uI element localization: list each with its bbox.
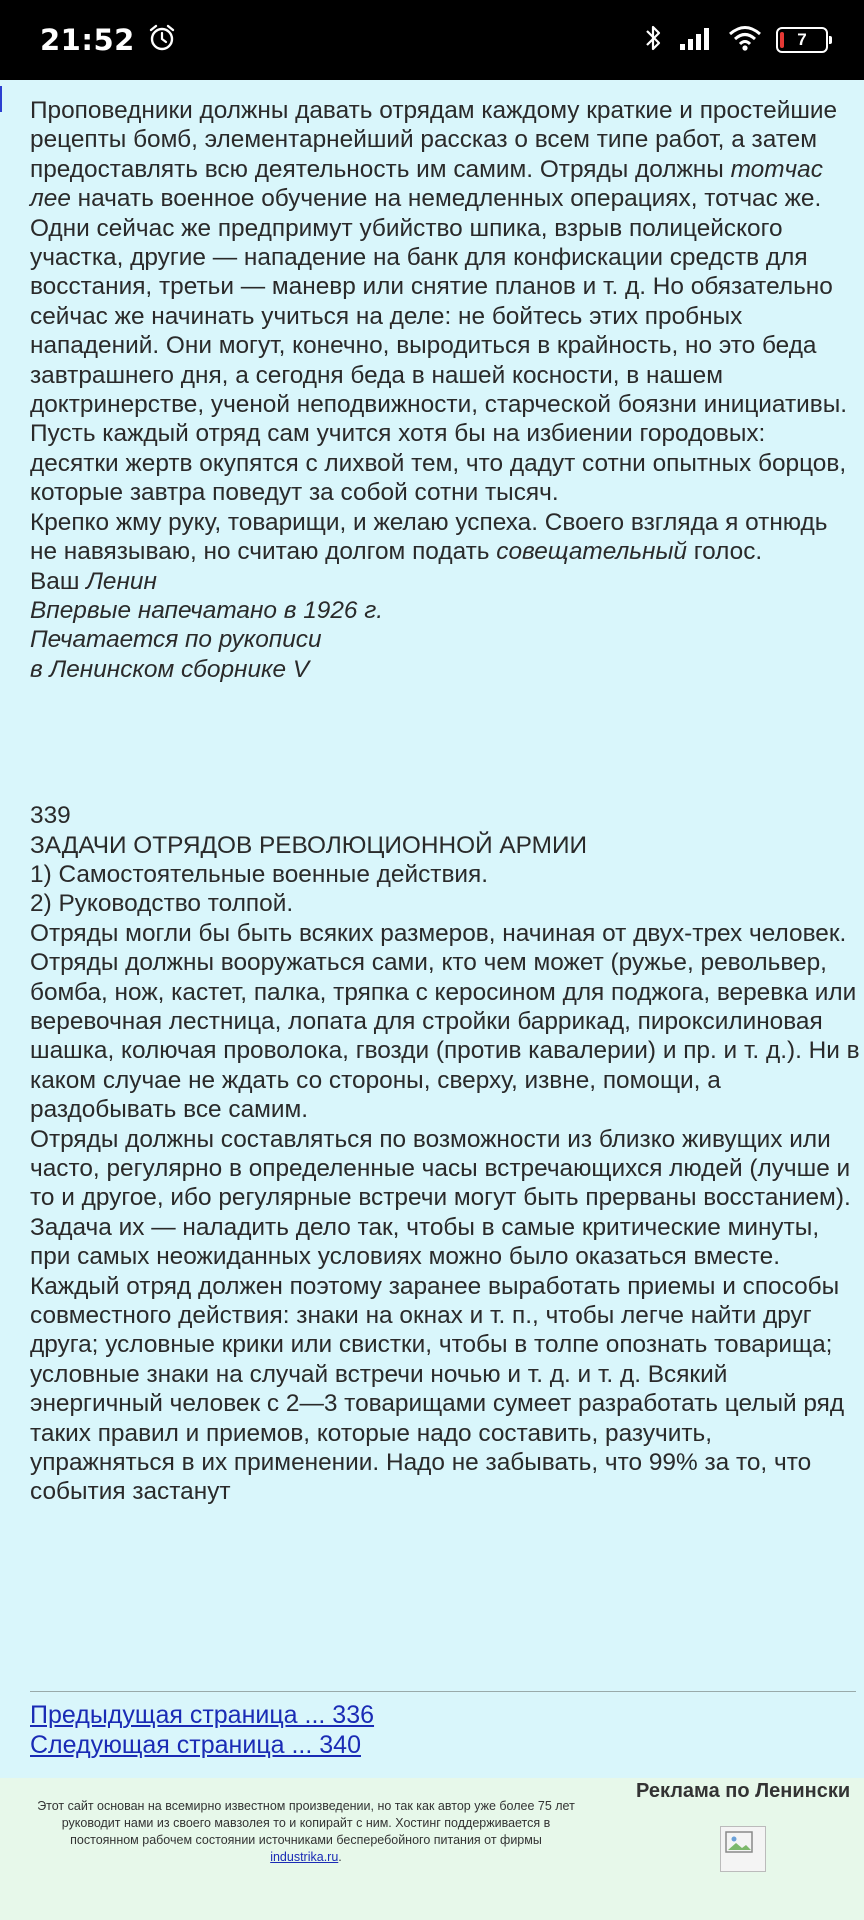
article-paragraph <box>30 919 860 948</box>
battery-level: 7 <box>797 30 807 49</box>
italic-text: Впервые напечатано в 1926 г. <box>30 596 384 624</box>
battery-icon <box>776 27 828 53</box>
article-paragraph <box>30 596 860 625</box>
paragraph-text: голос. <box>686 538 763 566</box>
footer-disclaimer-text: Этот сайт основан на всемирно известном произведении, но так как автор уже более 75 лет руководит нами из своего мавзолея то и копирайт с ним. Хостинг поддерживается в постоянном рабочем состоянии источниками бесперебойного питания от фирмы <box>37 1799 575 1847</box>
article-paragraph <box>30 801 860 830</box>
edge-marker <box>0 86 2 112</box>
previous-page-link[interactable]: Предыдущая страница ... 336 <box>30 1701 375 1729</box>
page-navigation <box>30 1700 374 1760</box>
wifi-icon <box>728 24 762 57</box>
paragraph-text: начать военное обучение на немедленных операциях, тотчас же. Одни сейчас же предпримут убийство шпика, взрыв полицейского участка, другие — нападение на банк для конфискации средств для восстания, третьи — маневр или снятие планов и т. д. Но обязательно сейчас же начинать учиться на деле: не бойтесь этих пробных нападений. Они могут, конечно, выродиться в крайность, но это беда завтрашнего дня, а сегодня беда в нашей косности, в нашем доктринерстве, ученой неподвижности, старческой боязни инициативы. Пусть каждый отряд сам учится хотя бы на избиении городовых: десятки жертв окупятся с лихвой тем, что дадут сотни опытных борцов, которые завтра поведут за собой сотни тысяч. <box>30 185 848 507</box>
article-paragraph <box>30 889 860 918</box>
ad-image[interactable] <box>720 1826 766 1872</box>
paragraph-text: ЗАДАЧИ ОТРЯДОВ РЕВОЛЮЦИОННОЙ АРМИИ <box>30 831 588 859</box>
italic-text: тотчас лее <box>30 155 823 213</box>
footer-period: . <box>338 1850 342 1864</box>
footer-disclaimer <box>30 1798 582 1866</box>
paragraph-text: Отряды могли бы быть всяких размеров, начиная от двух-трех человек. <box>30 919 847 947</box>
status-bar <box>0 0 864 80</box>
italic-text: совещательный <box>496 538 687 566</box>
paragraph-text: Проповедники должны давать отрядам каждому краткие и простейшие рецепты бомб, элементарнейший рассказ о всем типе работ, а затем предоставлять всю деятельность им самим. Отряды должны <box>30 97 838 183</box>
paragraph-text: Отряды должны вооружаться сами, кто чем может (ружье, револьвер, бомба, нож, кастет, палка, тряпка с керосином для поджога, веревка или веревочная лестница, лопата для стройки баррикад, пироксилиновая шашка, колючая проволока, гвозди (против кавалерии) и пр. и т. д.). Ни в каком случае не ждать со стороны, сверху, извне, помощи, а раздобывать все самим. <box>30 949 860 1124</box>
italic-text: Печатается по рукописи <box>30 626 322 654</box>
article-paragraph <box>30 860 860 889</box>
status-bar-right <box>642 23 828 58</box>
article-section-bottom <box>30 801 860 1507</box>
paragraph-text: 339 <box>30 802 71 830</box>
article-paragraph <box>30 96 860 508</box>
article-paragraph <box>30 508 860 567</box>
article-section-top <box>30 96 860 684</box>
article-paragraph <box>30 831 860 860</box>
italic-text: Ленин <box>86 567 157 595</box>
article-paragraph <box>30 655 860 684</box>
broken-image-icon <box>724 1830 762 1868</box>
bluetooth-icon <box>642 23 664 58</box>
signal-icon <box>678 24 714 57</box>
paragraph-text: Отряды должны составляться по возможности из близко живущих или часто, регулярно в определенные часы встречающихся людей (лучше и то и другое, ибо регулярные встречи могут быть прерваны восстанием). Задача их — наладить дело так, чтобы в самые критические минуты, при самых неожиданных условиях можно было оказаться вместе. Каждый отряд должен поэтому заранее выработать приемы и способы совместного действия: знаки на окнах и т. п., чтобы легче найти друг друга; условные крики или свистки, чтобы в толпе опознать товарища; условные знаки на случай встречи ночью и т. д. и т. д. Всякий энергичный человек с 2—3 товарищами сумеет разработать целый ряд таких правил и приемов, которые надо составить, разучить, упражняться в их применении. Надо не забывать, что 99% за то, что события застанут <box>30 1125 851 1506</box>
italic-text: в Ленинском сборнике V <box>30 655 310 683</box>
divider <box>30 1691 856 1692</box>
footer <box>0 1778 864 1920</box>
paragraph-text: 2) Руководство толпой. <box>30 890 294 918</box>
section-spacer <box>30 684 860 801</box>
article-paragraph <box>30 1125 860 1507</box>
article-paragraph <box>30 567 860 596</box>
status-bar-left <box>40 23 177 58</box>
hosting-link[interactable]: industrika.ru <box>270 1850 339 1864</box>
paragraph-text: 1) Самостоятельные военные действия. <box>30 860 489 888</box>
ad-title: Реклама по Ленински <box>636 1780 851 1802</box>
alarm-icon <box>147 23 177 58</box>
article-paragraph <box>30 948 860 1124</box>
paragraph-text: Ваш <box>30 567 87 595</box>
paragraph-text: Крепко жму руку, товарищи, и желаю успеха. Своего взгляда я отнюдь не навязываю, но считаю долгом подать <box>30 508 828 566</box>
next-page-link[interactable]: Следующая страница ... 340 <box>30 1731 361 1759</box>
article-content <box>30 96 860 1507</box>
article-paragraph <box>30 625 860 654</box>
clock-time: 21:52 <box>40 23 135 57</box>
